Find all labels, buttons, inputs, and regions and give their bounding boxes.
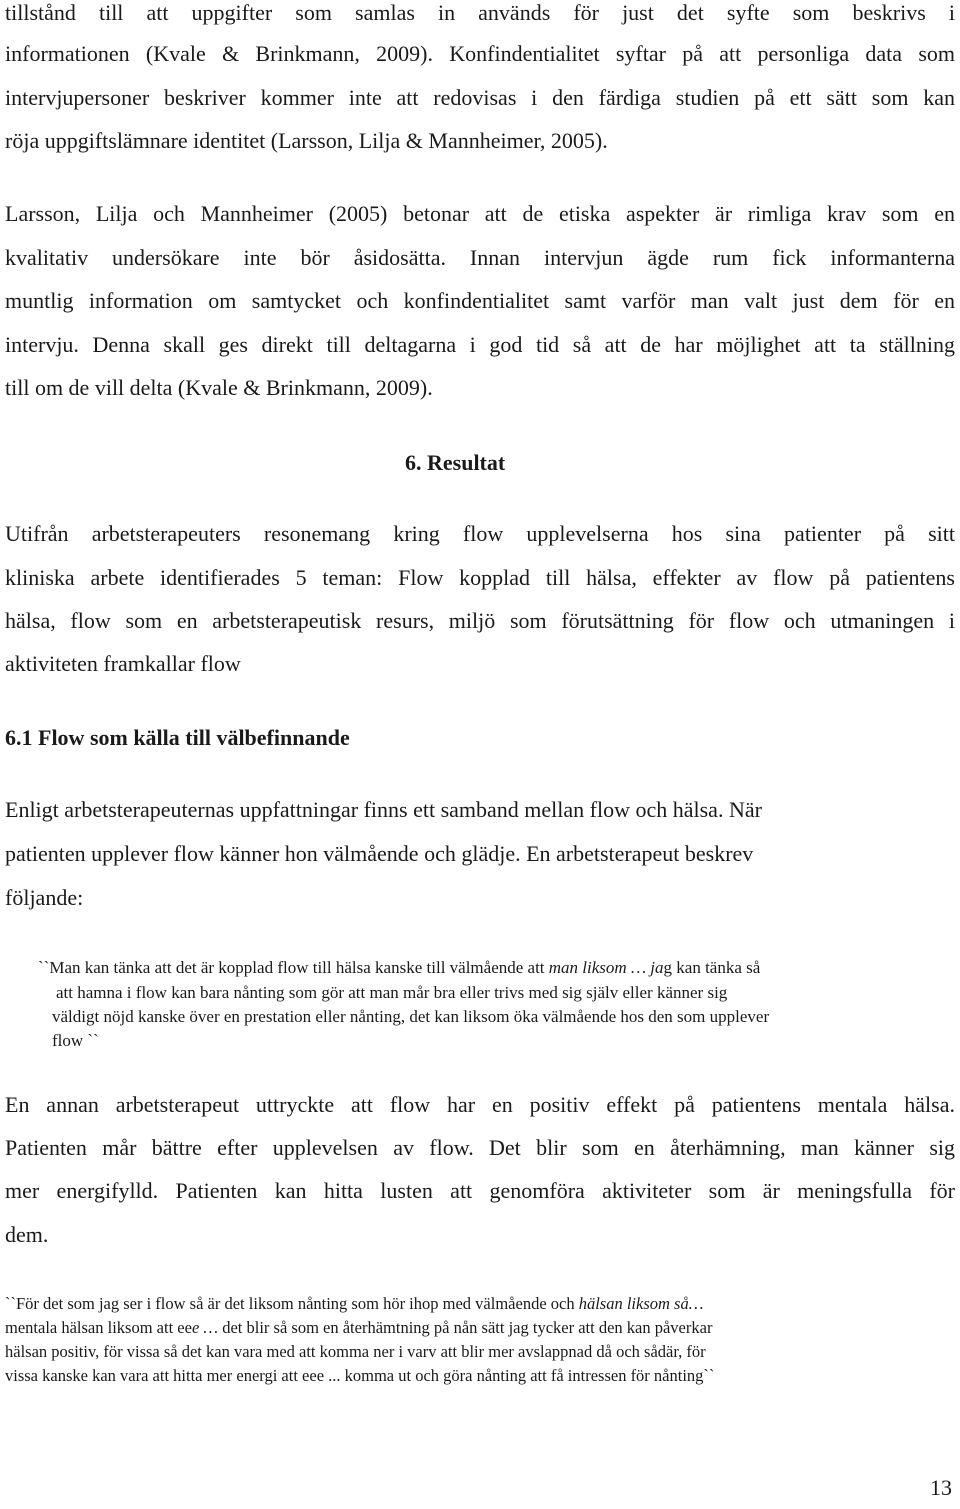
paragraph-line: Patienten mår bättre efter upplevelsen av flow. Det blir som en återhämning, man känner sig <box>5 1135 955 1160</box>
paragraph-line: mer energifylld. Patienten kan hitta lusten att genomföra aktiviteter som är meningsfulla för <box>5 1178 955 1203</box>
quote-italic-text: hälsan liksom så… <box>578 1294 704 1313</box>
paragraph-line: dem. <box>5 1222 49 1247</box>
paragraph-line: kliniska arbete identifierades 5 teman: Flow kopplad till hälsa, effekter av flow på patientens <box>5 565 955 590</box>
quote-line: vissa kanske kan vara att hitta mer energi att eee ... komma ut och göra nånting att få intressen för nånting`` <box>5 1366 715 1385</box>
paragraph-line: Larsson, Lilja och Mannheimer (2005) betonar att de etiska aspekter är rimliga krav som en <box>5 201 955 226</box>
section-heading-flow: 6.1 Flow som källa till välbefinnande <box>5 725 350 750</box>
quote-line <box>5 1294 703 1314</box>
quote-text: ``Man kan tänka att det är kopplad flow till hälsa kanske till välmående att <box>38 958 549 977</box>
page-number: 13 <box>930 1475 952 1500</box>
paragraph-line: intervju. Denna skall ges direkt till deltagarna i god tid så att de har möjlighet att ta ställning <box>5 332 955 357</box>
quote-line: flow `` <box>52 1031 99 1050</box>
quote-line: att hamna i flow kan bara nånting som gör att man mår bra eller trivs med sig själv eller känner sig <box>56 983 728 1002</box>
paragraph-line: hälsa, flow som en arbetsterapeutisk resurs, miljö som förutsättning för flow och utmaningen i <box>5 608 955 633</box>
paragraph-line: muntlig information om samtycket och konfindentialitet samt varför man valt just dem för en <box>5 288 955 313</box>
quote-line <box>5 1318 712 1338</box>
quote-italic-text: man liksom … ja <box>548 958 664 977</box>
paragraph-line: tillstånd till att uppgifter som samlas in används för just det syfte som beskrivs i <box>5 0 955 25</box>
quote-line: väldigt nöjd kanske över en prestation eller nånting, det kan liksom öka välmående hos den som upplever <box>52 1007 770 1026</box>
section-heading-resultat: 6. Resultat <box>405 450 506 475</box>
paragraph-line: Utifrån arbetsterapeuters resonemang kring flow upplevelserna hos sina patienter på sitt <box>5 521 955 546</box>
paragraph-line: aktiviteten framkallar flow <box>5 651 241 676</box>
paragraph-line: Enligt arbetsterapeuternas uppfattningar finns ett samband mellan flow och hälsa. När <box>5 797 762 822</box>
quote-line: hälsan positiv, för vissa så det kan vara med att komma ner i varv att blir mer avslappnad då och sådär, för <box>5 1342 706 1361</box>
paragraph-line: röja uppgiftslämnare identitet (Larsson, Lilja & Mannheimer, 2005). <box>5 128 608 153</box>
paragraph-line: patienten upplever flow känner hon välmående och glädje. En arbetsterapeut beskrev <box>5 841 754 866</box>
paragraph-line: En annan arbetsterapeut uttryckte att flow har en positiv effekt på patientens mentala hälsa. <box>5 1092 955 1117</box>
quote-text: mentala hälsan liksom att ee <box>5 1318 192 1337</box>
quote-text: g kan tänka så <box>663 958 761 977</box>
quote-italic-text: e … <box>191 1318 219 1337</box>
paragraph-line: informationen (Kvale & Brinkmann, 2009). Konfindentialitet syftar på att personliga data som <box>5 41 955 66</box>
paragraph-line: till om de vill delta (Kvale & Brinkmann, 2009). <box>5 375 433 400</box>
paragraph-line: intervjupersoner beskriver kommer inte att redovisas i den färdiga studien på ett sätt som kan <box>5 85 955 110</box>
paragraph-line: följande: <box>5 885 84 910</box>
quote-line <box>38 958 760 978</box>
paragraph-line: kvalitativ undersökare inte bör åsidosätta. Innan intervjun ägde rum fick informanterna <box>5 245 955 270</box>
quote-text: ``För det som jag ser i flow så är det liksom nånting som hör ihop med välmående och <box>5 1294 579 1313</box>
quote-text: det blir så som en återhämtning på nån sätt jag tycker att den kan påverkar <box>218 1318 713 1337</box>
